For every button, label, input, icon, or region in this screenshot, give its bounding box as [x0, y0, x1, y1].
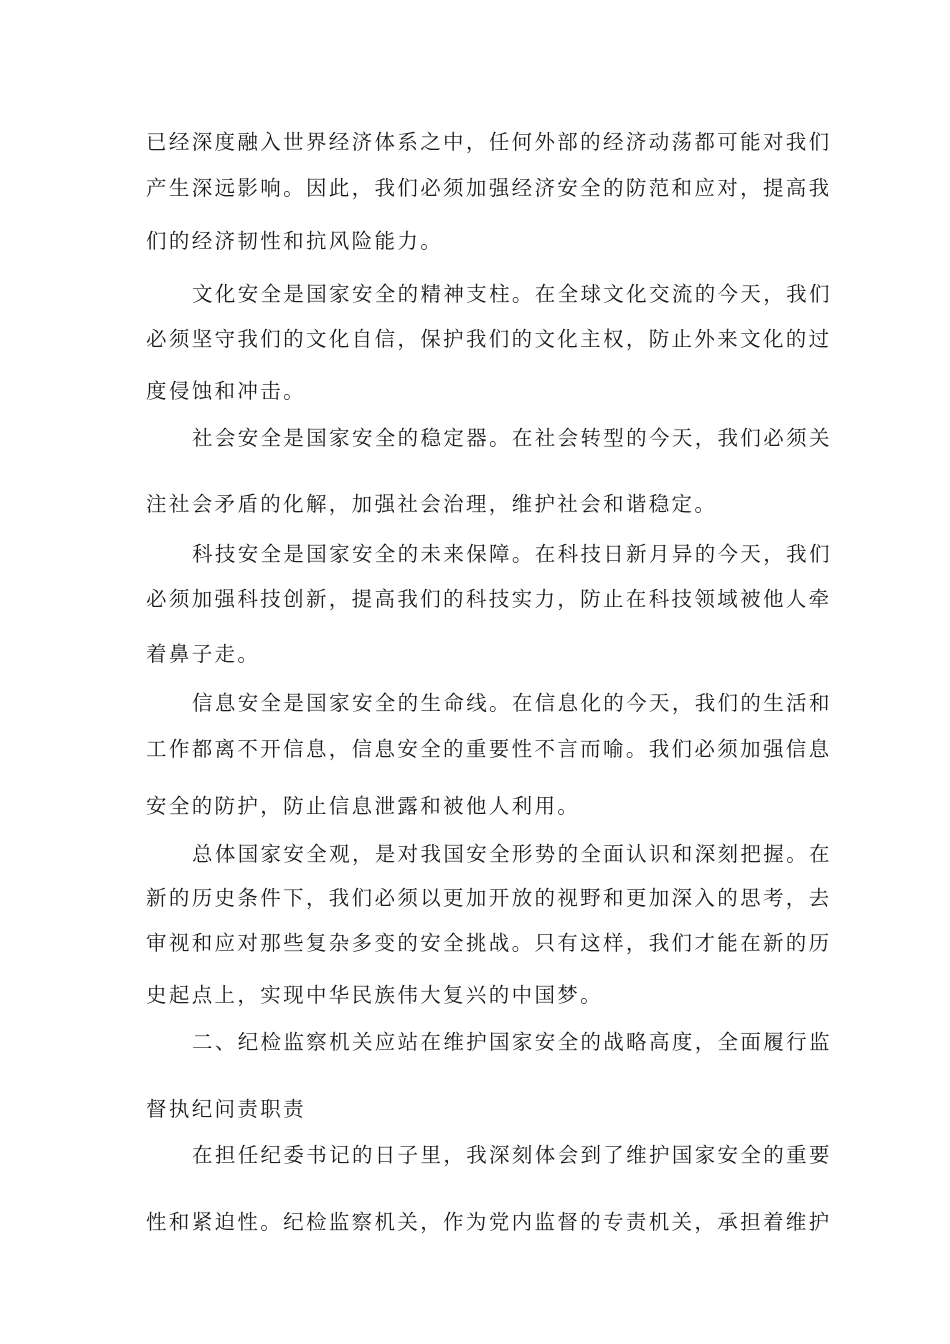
text-line: 性和紧迫性。纪检监察机关，作为党内监督的专责机关，承担着维护 — [146, 1210, 832, 1234]
paragraph-start-line: 在担任纪委书记的日子里，我深刻体会到了维护国家安全的重要 — [192, 1143, 832, 1167]
text-line: 新的历史条件下，我们必须以更加开放的视野和更加深入的思考，去 — [146, 886, 832, 910]
text-line: 们的经济韧性和抗风险能力。 — [146, 229, 444, 253]
text-line: 史起点上，实现中华民族伟大复兴的中国梦。 — [146, 983, 603, 1007]
text-line: 着鼻子走。 — [146, 642, 261, 666]
text-line: 度侵蚀和冲击。 — [146, 379, 306, 403]
text-line: 必须坚守我们的文化自信，保护我们的文化主权，防止外来文化的过 — [146, 327, 832, 351]
text-line: 已经深度融入世界经济体系之中，任何外部的经济动荡都可能对我们 — [146, 130, 832, 154]
paragraph-start-line: 科技安全是国家安全的未来保障。在科技日新月异的今天，我们 — [192, 542, 832, 566]
paragraph-start-line: 总体国家安全观，是对我国安全形势的全面认识和深刻把握。在 — [192, 842, 832, 866]
paragraph-start-line: 信息安全是国家安全的生命线。在信息化的今天，我们的生活和 — [192, 691, 832, 715]
paragraph-start-line: 文化安全是国家安全的精神支柱。在全球文化交流的今天，我们 — [192, 282, 832, 306]
text-line: 工作都离不开信息，信息安全的重要性不言而喻。我们必须加强信息 — [146, 737, 832, 761]
text-line: 审视和应对那些复杂多变的安全挑战。只有这样，我们才能在新的历 — [146, 931, 832, 955]
text-line: 安全的防护，防止信息泄露和被他人利用。 — [146, 794, 581, 818]
section-heading-line: 督执纪问责职责 — [146, 1097, 306, 1121]
text-line: 注社会矛盾的化解，加强社会治理，维护社会和谐稳定。 — [146, 492, 718, 516]
text-line: 产生深远影响。因此，我们必须加强经济安全的防范和应对，提高我 — [146, 176, 832, 200]
paragraph-start-line: 社会安全是国家安全的稳定器。在社会转型的今天，我们必须关 — [192, 426, 832, 450]
text-line: 必须加强科技创新，提高我们的科技实力，防止在科技领域被他人牵 — [146, 587, 832, 611]
section-heading-line: 二、纪检监察机关应站在维护国家安全的战略高度，全面履行监 — [192, 1030, 832, 1054]
